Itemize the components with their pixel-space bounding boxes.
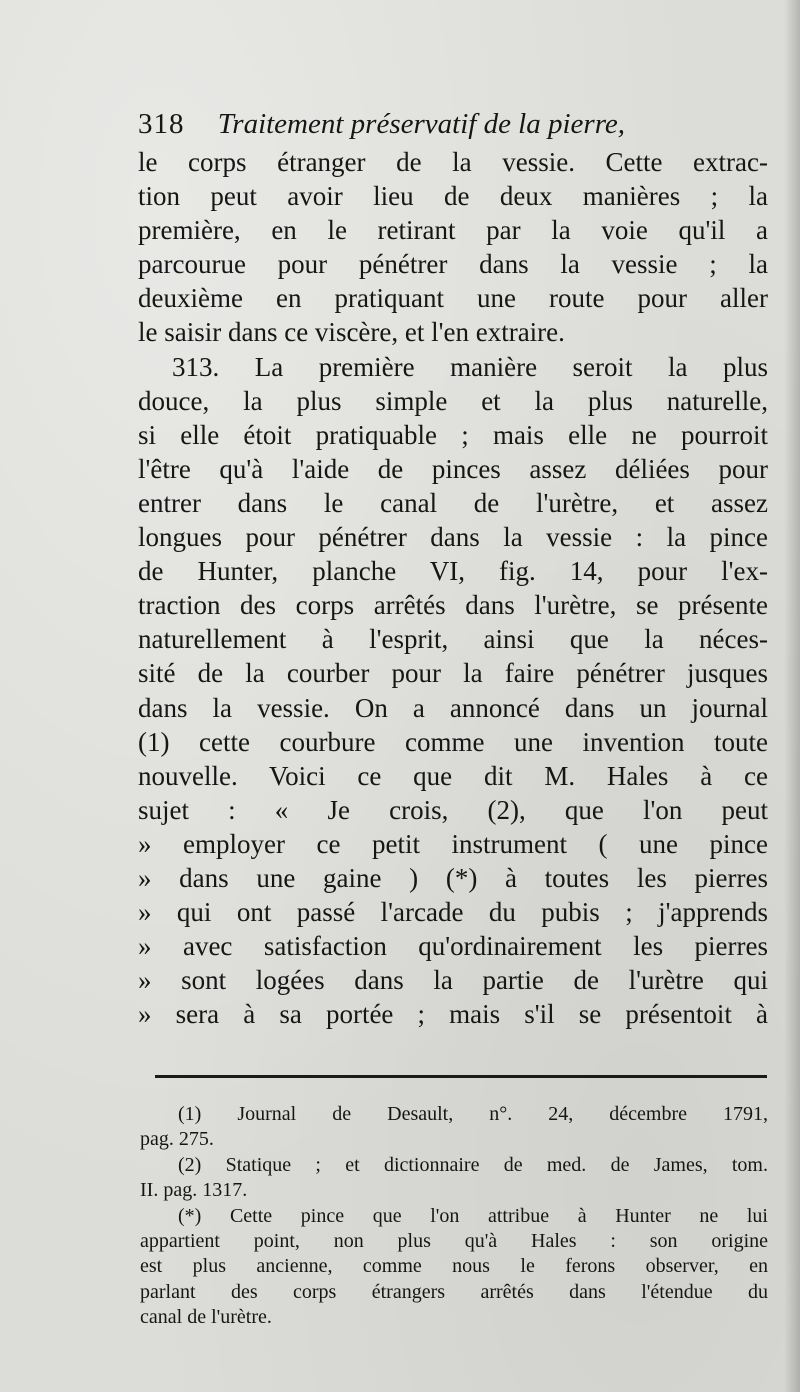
footnote-line: (*) Cette pince que l'on attribue à Hunter ne lui — [178, 1204, 768, 1227]
body-line: de Hunter, planche VI, fig. 14, pour l'ex- — [138, 556, 768, 587]
body-line: parcourue pour pénétrer dans la vessie ; la — [138, 249, 768, 280]
footnote-line: (1) Journal de Desault, n°. 24, décembre 1791, — [178, 1103, 768, 1125]
body-line: sujet : « Je crois, (2), que l'on peut — [138, 794, 768, 825]
body-line: traction des corps arrêtés dans l'urètre, se présente — [138, 590, 768, 621]
body-line: » avec satisfaction qu'ordinairement les pierres — [138, 931, 768, 962]
footnote-line: II. pag. 1317. — [140, 1179, 248, 1202]
footnote-line: pag. 275. — [140, 1128, 214, 1151]
body-line: tion peut avoir lieu de deux manières ; la — [138, 181, 768, 212]
body-line: première, en le retirant par la voie qu'il a — [138, 215, 768, 246]
body-line: (1) cette courbure comme une invention toute — [138, 726, 768, 757]
body-line: » qui ont passé l'arcade du pubis ; j'apprends — [138, 897, 768, 928]
running-title: Traitement préservatif de la pierre, — [217, 108, 626, 140]
body-line: 313. La première manière seroit la plus — [172, 351, 768, 382]
body-line: naturellement à l'esprit, ainsi que la néces- — [138, 624, 768, 655]
page-header — [138, 104, 778, 144]
footnote-line: appartient point, non plus qu'à Hales : son origine — [140, 1229, 768, 1252]
footnote-divider — [155, 1075, 767, 1078]
body-text — [138, 145, 768, 1031]
body-line: sité de la courber pour la faire pénétrer jusques — [138, 658, 768, 689]
body-line: dans la vessie. On a annoncé dans un journal — [138, 692, 768, 723]
body-line: » sont logées dans la partie de l'urètre qui — [138, 965, 768, 996]
footnotes — [140, 1102, 768, 1331]
body-line: le corps étranger de la vessie. Cette extrac- — [138, 147, 768, 177]
body-line: » sera à sa portée ; mais s'il se présentoit à — [138, 999, 768, 1030]
body-line: longues pour pénétrer dans la vessie : la pince — [138, 522, 768, 553]
body-line: » dans une gaine ) (*) à toutes les pierres — [138, 862, 768, 893]
page-number: 318 — [138, 108, 185, 140]
body-line: entrer dans le canal de l'urètre, et assez — [138, 487, 768, 518]
body-line: » employer ce petit instrument ( une pince — [138, 828, 768, 859]
page-edge-shadow — [784, 0, 800, 1392]
footnote-line: est plus ancienne, comme nous le ferons observer, en — [140, 1255, 768, 1278]
body-line: douce, la plus simple et la plus naturelle, — [138, 385, 768, 416]
footnote-line: parlant des corps étrangers arrêtés dans l'étendue du — [140, 1280, 768, 1303]
body-line: nouvelle. Voici ce que dit M. Hales à ce — [138, 760, 768, 791]
body-line: l'être qu'à l'aide de pinces assez déliées pour — [138, 453, 768, 484]
body-line: le saisir dans ce viscère, et l'en extraire. — [138, 317, 565, 348]
body-line: si elle étoit pratiquable ; mais elle ne pourroit — [138, 419, 768, 450]
footnote-line: canal de l'urètre. — [140, 1306, 272, 1329]
footnote-line: (2) Statique ; et dictionnaire de med. de James, tom. — [178, 1153, 768, 1176]
body-line: deuxième en pratiquant une route pour aller — [138, 283, 768, 314]
